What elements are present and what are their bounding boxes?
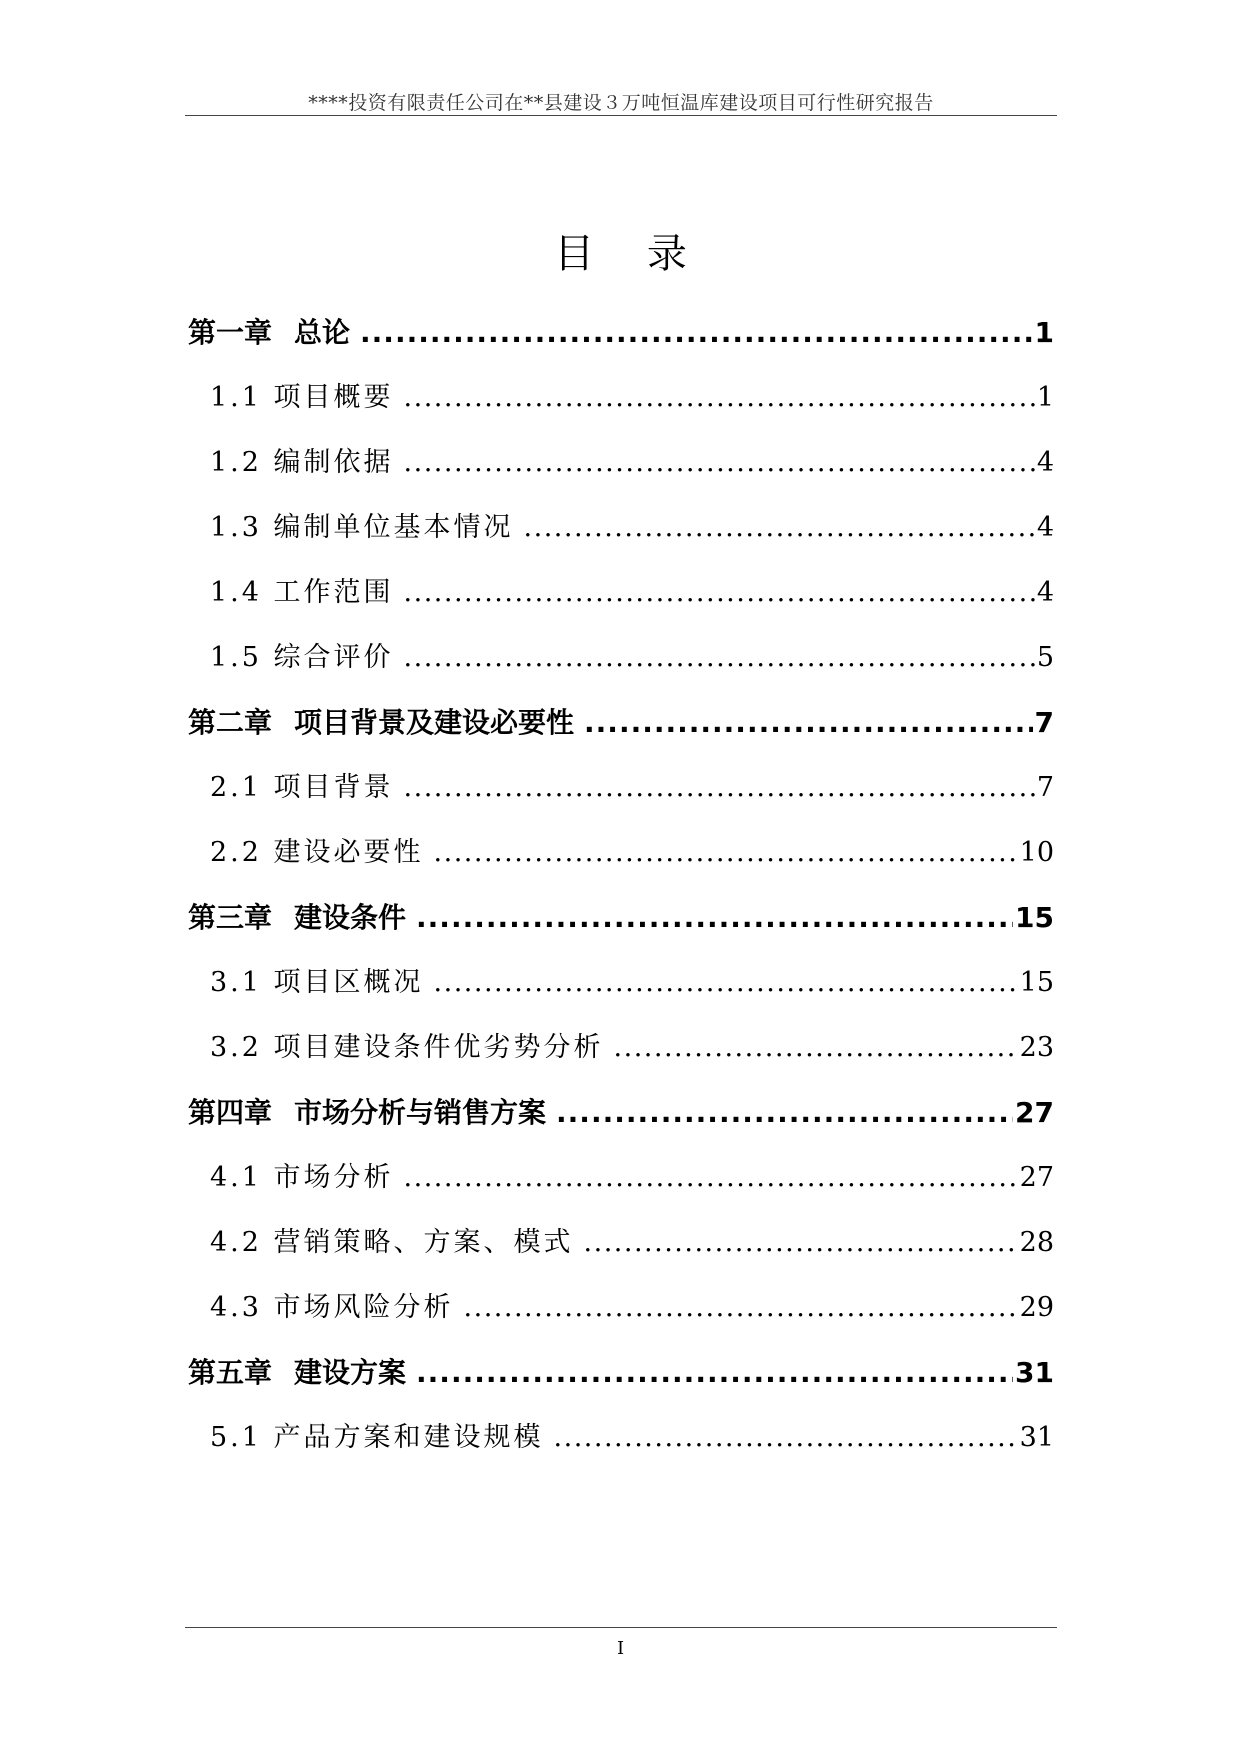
toc-chapter-1[interactable] (188, 300, 1054, 365)
section-title: 1.3 编制单位基本情况 (210, 512, 514, 543)
section-title: 1.1 项目概要 (210, 382, 394, 413)
dot-leader (434, 950, 1018, 1015)
dot-leader (404, 625, 1035, 690)
table-of-contents (188, 300, 1054, 1470)
toc-chapter-2[interactable] (188, 690, 1054, 755)
page-ref: 4 (1036, 512, 1054, 543)
page-ref: 7 (1034, 706, 1054, 739)
chapter-number: 第一章 (188, 316, 273, 349)
section-title: 4.1 市场分析 (210, 1162, 394, 1193)
footer-divider (185, 1627, 1057, 1628)
chapter-number: 第四章 (188, 1096, 273, 1129)
page-ref: 15 (1019, 967, 1054, 998)
toc-chapter-3[interactable] (188, 885, 1054, 950)
dot-leader (554, 1405, 1018, 1470)
chapter-title: 项目背景及建设必要性 (294, 706, 575, 739)
toc-section-1-1[interactable] (188, 365, 1054, 430)
page-ref: 1 (1036, 382, 1054, 413)
page-ref: 28 (1019, 1227, 1054, 1258)
toc-section-3-2[interactable] (188, 1015, 1054, 1080)
toc-section-1-2[interactable] (188, 430, 1054, 495)
page-ref: 5 (1036, 642, 1054, 673)
dot-leader (360, 300, 1032, 365)
page-ref: 31 (1019, 1422, 1054, 1453)
toc-chapter-4[interactable] (188, 1080, 1054, 1145)
section-title: 1.2 编制依据 (210, 447, 394, 478)
dot-leader (416, 885, 1013, 950)
dot-leader (404, 1145, 1018, 1210)
dot-leader (584, 1210, 1018, 1275)
page-ref: 27 (1019, 1162, 1054, 1193)
chapter-title: 市场分析与销售方案 (294, 1096, 547, 1129)
toc-section-4-1[interactable] (188, 1145, 1054, 1210)
chapter-title: 建设方案 (294, 1356, 407, 1389)
page-ref: 15 (1015, 901, 1054, 934)
section-title: 1.5 综合评价 (210, 642, 394, 673)
header-divider (185, 115, 1057, 116)
section-title: 5.1 产品方案和建设规模 (210, 1422, 544, 1453)
page-ref: 27 (1015, 1096, 1054, 1129)
running-header: ****投资有限责任公司在**县建设３万吨恒温库建设项目可行性研究报告 (308, 92, 934, 114)
chapter-number: 第五章 (188, 1356, 273, 1389)
dot-leader (404, 365, 1035, 430)
page-ref: 29 (1019, 1292, 1054, 1323)
toc-title: 目 录 (554, 231, 707, 277)
page-ref: 10 (1019, 837, 1054, 868)
page-ref: 23 (1019, 1032, 1054, 1063)
page-ref: 1 (1034, 316, 1054, 349)
chapter-number: 第二章 (188, 706, 273, 739)
dot-leader (584, 690, 1032, 755)
chapter-title: 总论 (294, 316, 351, 349)
toc-section-5-1[interactable] (188, 1405, 1054, 1470)
toc-section-1-5[interactable] (188, 625, 1054, 690)
section-title: 3.1 项目区概况 (210, 967, 424, 998)
dot-leader (434, 820, 1018, 885)
page-ref: 4 (1036, 577, 1054, 608)
dot-leader (614, 1015, 1018, 1080)
page-ref: 7 (1036, 772, 1054, 803)
page-ref: 4 (1036, 447, 1054, 478)
toc-section-3-1[interactable] (188, 950, 1054, 1015)
dot-leader (524, 495, 1035, 560)
section-title: 1.4 工作范围 (210, 577, 394, 608)
toc-section-2-2[interactable] (188, 820, 1054, 885)
toc-section-4-3[interactable] (188, 1275, 1054, 1340)
chapter-number: 第三章 (188, 901, 273, 934)
dot-leader (416, 1340, 1013, 1405)
toc-section-2-1[interactable] (188, 755, 1054, 820)
dot-leader (404, 560, 1035, 625)
page-ref: 31 (1015, 1356, 1054, 1389)
page-number: I (616, 1638, 625, 1659)
toc-chapter-5[interactable] (188, 1340, 1054, 1405)
toc-section-1-3[interactable] (188, 495, 1054, 560)
dot-leader (404, 755, 1035, 820)
toc-section-4-2[interactable] (188, 1210, 1054, 1275)
dot-leader (464, 1275, 1018, 1340)
section-title: 4.2 营销策略、方案、模式 (210, 1227, 574, 1258)
dot-leader (556, 1080, 1013, 1145)
chapter-title: 建设条件 (294, 901, 407, 934)
section-title: 2.1 项目背景 (210, 772, 394, 803)
section-title: 4.3 市场风险分析 (210, 1292, 454, 1323)
toc-section-1-4[interactable] (188, 560, 1054, 625)
section-title: 2.2 建设必要性 (210, 837, 424, 868)
dot-leader (404, 430, 1035, 495)
section-title: 3.2 项目建设条件优劣势分析 (210, 1032, 604, 1063)
